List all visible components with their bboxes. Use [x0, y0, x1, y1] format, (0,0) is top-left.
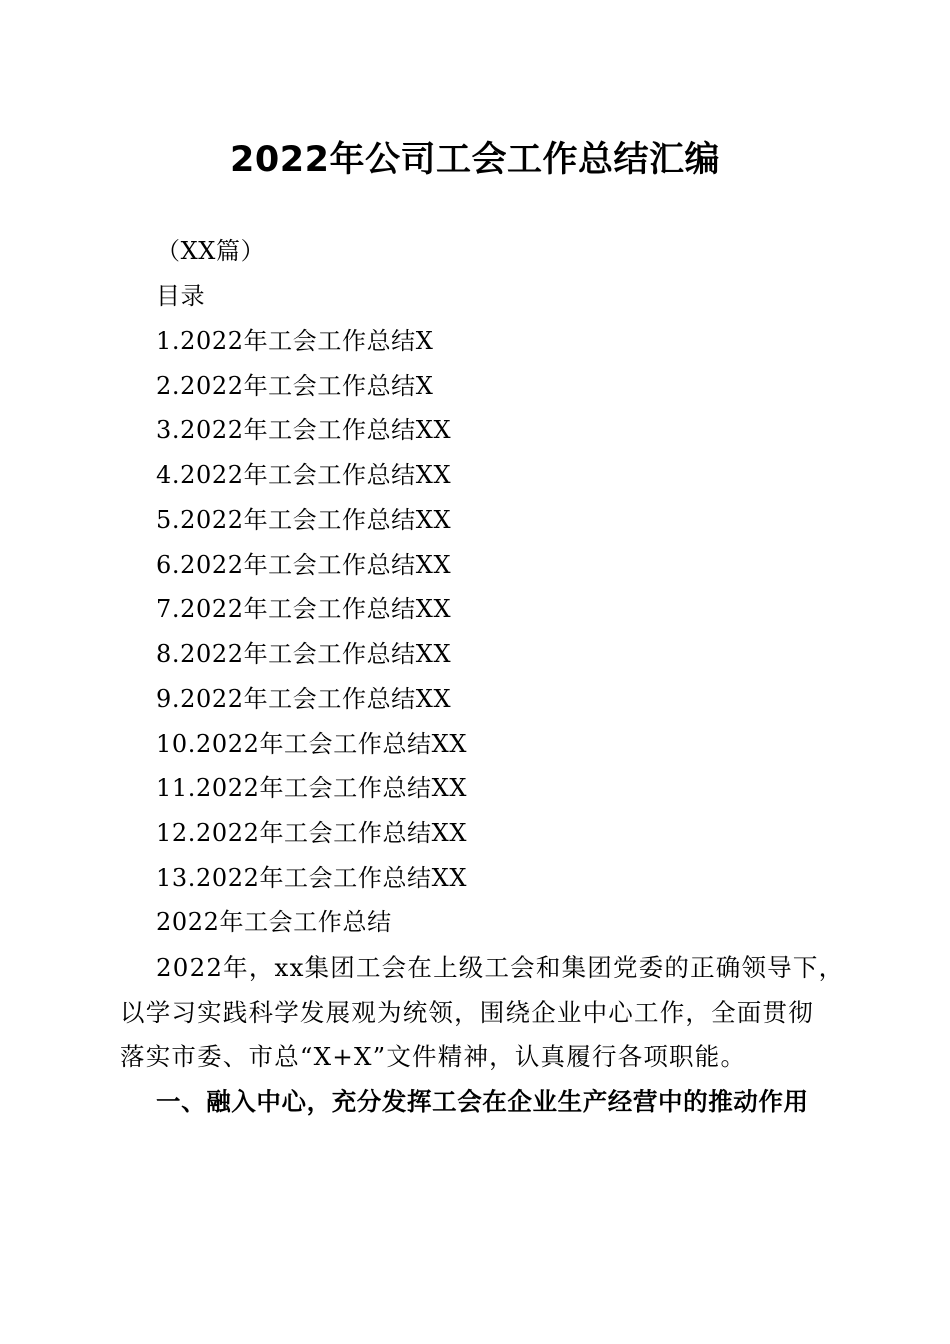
paragraph-line: 落实市委、市总“X+X”文件精神，认真履行各项职能。	[120, 1042, 747, 1071]
toc-item: 12.2022年工会工作总结XX	[156, 819, 468, 847]
toc-item: 9.2022年工会工作总结XX	[156, 685, 452, 713]
document-title: 2022年公司工会工作总结汇编	[230, 140, 720, 180]
toc-item: 5.2022年工会工作总结XX	[156, 506, 452, 534]
paragraph-line: 2022年，xx集团工会在上级工会和集团党委的正确领导下，	[156, 953, 845, 982]
section-heading-1: 一、融入中心，充分发挥工会在企业生产经营中的推动作用	[156, 1087, 809, 1116]
toc-item: 7.2022年工会工作总结XX	[156, 595, 452, 623]
toc-item: 1.2022年工会工作总结X	[156, 327, 434, 355]
document-subtitle: （XX篇）	[156, 237, 266, 265]
toc-item: 11.2022年工会工作总结XX	[156, 774, 468, 802]
toc-item: 13.2022年工会工作总结XX	[156, 864, 468, 892]
toc-item: 8.2022年工会工作总结XX	[156, 640, 452, 668]
toc-heading: 目录	[156, 282, 206, 310]
toc-item: 4.2022年工会工作总结XX	[156, 461, 452, 489]
toc-item: 3.2022年工会工作总结XX	[156, 416, 452, 444]
toc-item: 2.2022年工会工作总结X	[156, 372, 434, 400]
toc-item: 6.2022年工会工作总结XX	[156, 551, 452, 579]
paragraph-line: 以学习实践科学发展观为统领，围绕企业中心工作，全面贯彻	[120, 998, 814, 1027]
toc-item: 10.2022年工会工作总结XX	[156, 730, 468, 758]
section-title: 2022年工会工作总结	[156, 908, 392, 936]
